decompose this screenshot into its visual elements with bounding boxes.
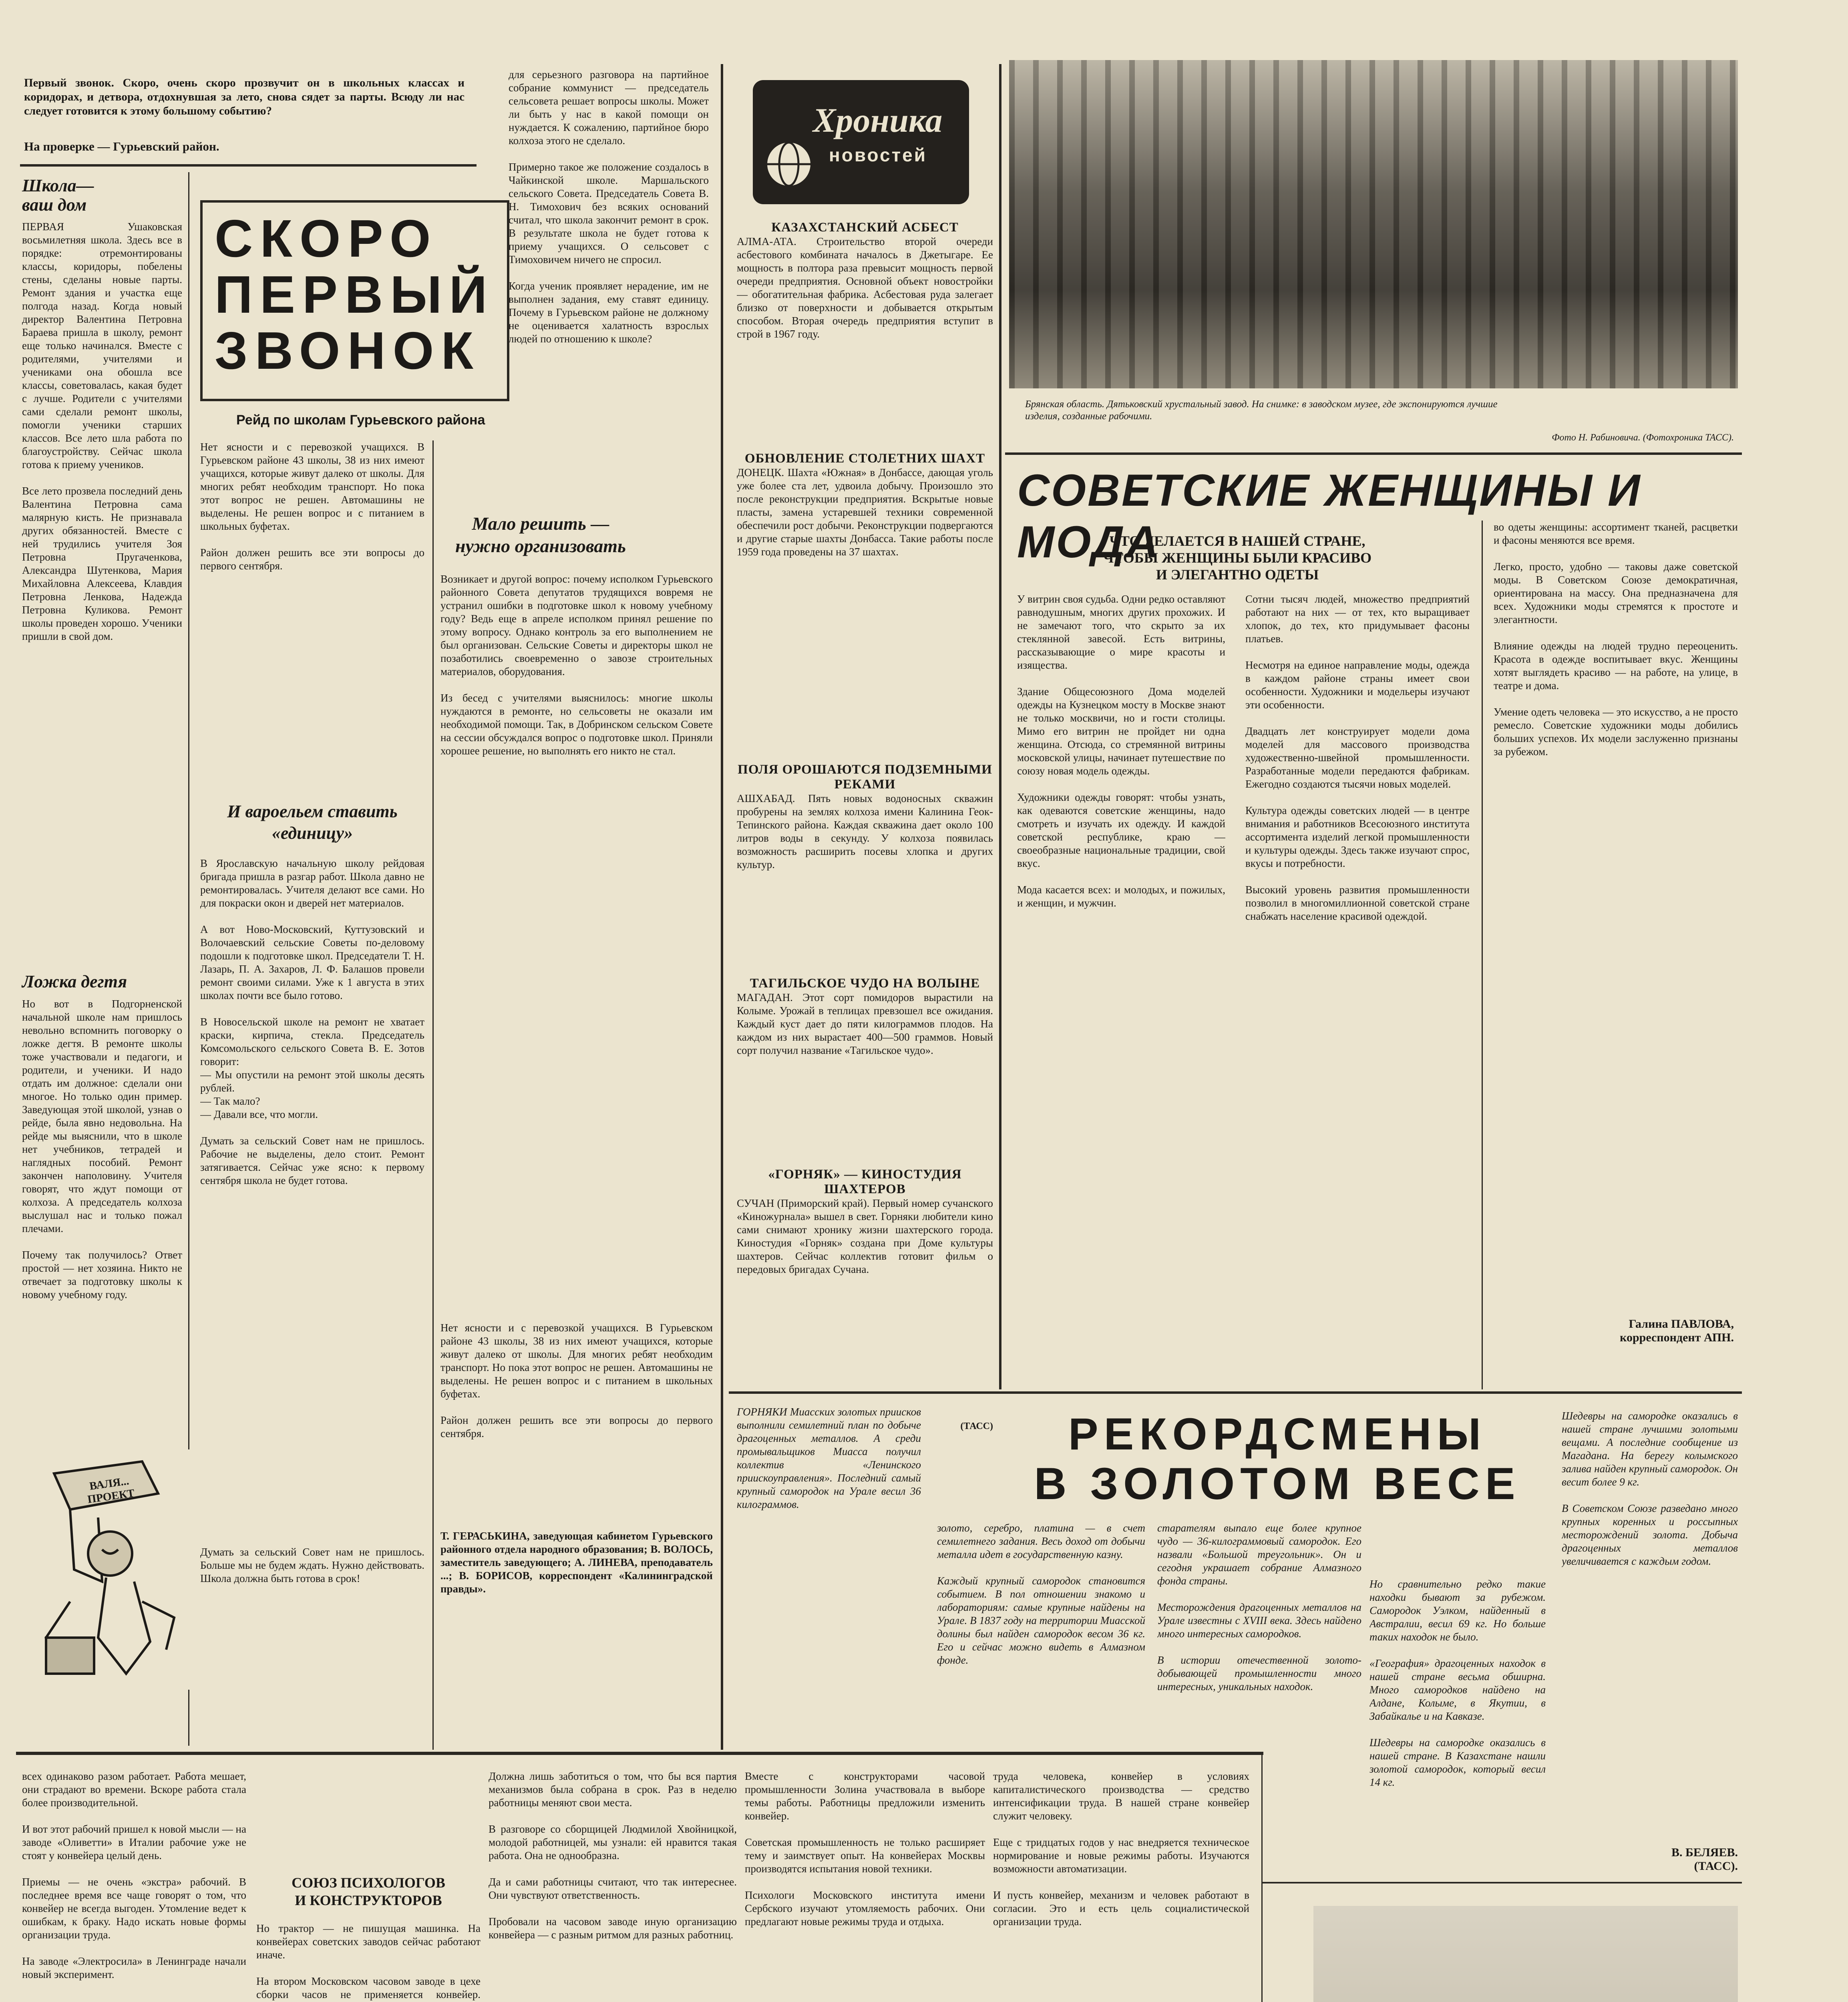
chronicle-logo — [753, 80, 969, 204]
raid-section2-text: Но вот в Подгорненской начальной школе нам пришлось невольно вспомнить поговорку о ложке дегтя. В ремонте школы тоже участвовали и педагоги, и родители, и ученики. И надо отдать им должное: сделали они многое. Но только один пример. Заведующая этой школой, узнав о рейде, была явно недовольна. На рейде мы выяснили, что в школе нет учебников, тетрадей и наглядных пособий. Ремонт закончен наполовину. Учителя говорят, что ждут помощи от колхоза. А председатель колхоза выслушал нас и только пожал плечами. Почему так получилось? Ответ простой — нет хозяина. Никто не отвечает за подготовку школы к новому учебному году. — [22, 998, 182, 1300]
bottom-col-4: Вместе с конструкторами часовой промышленности Золина участвовала в выборе темы работы. Работницы предложили изменить конвейер. Советская промышленность не только расширяет тему и заимствует опыт. На конвейерах Москвы производятся испытания новой техники. Психологи Московского института имени Сербского изучают утомляемость рабочих. Они предлагают новые режимы труда и отдыха. — [745, 1770, 985, 1928]
chronicle-item-text: МАГАДАН. Этот сорт помидоров вырастили на Колыме. Урожай в теплицах превзошел все ожидания. Каждый куст дает до пяти килограммов плодов. На каждом из них вырастает 400—500 граммов. Новый сорт получил название «Тагильское чудо». — [737, 991, 993, 1056]
fashion-col-3: во одеты женщины: ассортимент тканей, расцветки и фасоны меняются все время. Легко, просто, удобно — таковы даже советской моды. В Советском Союзе демократичная, ориентирована на массу. Она предназначена для всех. Художники моды стремятся к простоте и элегантности. Влияние одежды на людей трудно переоценить. Красота в одежде воспитывает вкус. Женщины хотят выглядеть красиво — на работе, на улице, в театре и дома. Умение одеть человека — это искусство, а не просто ремесло. Советские художники моды добились больших успехов. Их модели заслуженно признаны за рубежом. — [1494, 521, 1738, 758]
chronicle-logo-sub: новостей — [829, 145, 927, 165]
bottom-col-3: Должна лишь заботиться о том, что бы вся партия механизмов была собрана в срок. Раз в неделю работницы меняют свои места. В разговоре со сборщицей Людмилой Хвойницкой, молодой работницей, мы узнали: ей нравится такая работа. Она не однообразна. Да и сами работницы считают, что так интереснее. Они чувствуют ответственность. Пробовали на часовом заводе иную организацию конвейера — с разным ритмом для разных работниц. — [489, 1770, 737, 1941]
raid-subhead: Рейд по школам Гурьевского района — [236, 412, 485, 428]
fashion-signature: Галина ПАВЛОВА, корреспондент АПН. — [1620, 1317, 1734, 1344]
raid-headline-line-2: ПЕРВЫЙ — [215, 265, 495, 324]
gold-headline — [937, 1409, 1618, 1509]
raid-cartoon — [22, 1449, 198, 1690]
gold-col-1b: золото, серебро, платина — в счет семилетнего задания. Весь доход от добычи металла идет в государственную казну. Каждый крупный самородок становится событием. В пол отношении знакомо и лабораториям: самые крупные найдены на Урале. В 1837 году на территории Миасской долины был найден самородок весом 36 кг. Его и сейчас можно видеть в Алмазном фонде. — [937, 1522, 1145, 1666]
chronicle-item-title: ОБНОВЛЕНИЕ СТОЛЕТНИХ ШАХТ — [744, 451, 985, 466]
raid-headline-line-3: ЗВОНОК — [215, 321, 481, 380]
gold-headline-line-2: В ЗОЛОТОМ ВЕСЕ — [1034, 1459, 1521, 1509]
bottom-col-2: Но трактор — не пишущая машинка. На конвейерах советских заводов сейчас работают иначе. На втором Московском часовом заводе в цехе сборки часов не применяется конвейер. — [256, 1922, 481, 2000]
chronicle-item — [737, 220, 993, 443]
chronicle-column — [737, 68, 993, 1431]
raid-section2-title: Ложка дегтя — [22, 972, 127, 991]
raid-headline-box — [200, 200, 509, 401]
fashion-headline: СОВЕТСКИЕ ЖЕНЩИНЫ И МОДА — [1017, 465, 1642, 567]
raid-section1-text: ПЕРВАЯ Ушаковская восьмилетняя школа. Здесь все в порядке: отремонтированы классы, коридоры, побелены стены, сделаны новые парты. Ремонт здания и участка еще полгода назад. Когда новый директор Валентина Петровна Бараева пришла в школу, ремонт еще только начинался. Вместе с родителями, учителями и учениками она обошла все классы, советовалась, какая будет с лучше. Родители с учителями сами сделали ремонт школы, помогли ученики старших классов. Все лето шла работа по благоустройству. Сейчас школа готова к приему учеников. Все лето прозвела последний день Валентина Петровна сама малярную кисть. Не признавала других обязанностей. Вместе с ней трудились учителя Зоя Петровна Пругаченкова, Александра Шутенкова, Мария Михайловна Алексеева, Клавдия Петровна Ленкова, Надежда Петровна Куликова. Ремонт школы проведен хорошо. Ученики пришли в свой дом. — [22, 221, 182, 642]
chronicle-item-text: АЛМА-АТА. Строительство второй очереди асбестового комбината началось в Джетыгаре. Ее мощность в полтора раза превысит мощность первой очереди предприятия. Основной объект новостройки — обогатительная фабрика. Асбестовая руда залегает близко от поверхности и добывается открытым способом. Вторая очередь предприятия вступит в строй в 1967 году. — [737, 235, 993, 340]
raid-section1-title: Школа— ваш дом — [22, 176, 94, 215]
raid-mid2-text: В Ярославскую начальную школу рейдовая бригада пришла в разгар работ. Школа давно не ремонтировалась. Учителя делают все сами. Но для покраски окон и дверей нет материалов. А вот Ново-Московский, Куттузовский и Волочаевский сельские Советы по-деловому подошли к подготовке школ. Председатели Т. Н. Лазарь, П. А. Захаров, Л. Ф. Балашов провели ремонт своими силами. Уже к 1 августа в этих школах почти все было готово. В Новосельской школе на ремонт не хватает краски, кирпича, стекла. Председатель Комсомольского сельского Совета В. Е. Зотов говорит: — Мы опустили на ремонт этой школы десять рублей. — Так мало? — Давали все, что могли. Думать за сельский Совет нам не пришлось. Рабочие не выделены, дело стоит. Ремонт затягивается. Сейчас уже ясно: к первому сентября школа не будет готова. — [200, 857, 424, 1186]
chronicle-item-title: «ГОРНЯК» — КИНОСТУДИЯ ШАХТЕРОВ — [768, 1167, 962, 1196]
gold-col-3: Но сравнительно редко такие находки бывают за рубежом. Самородок Уэлком, найденный в Австралии, весил 69 кг. Но больше таких находок не было. «География» драгоценных находок в нашей стране весьма обширна. Много самородков найдено на Алдане, Колыме, в Якутии, в Забайкалье и на Кавказе. Шедевры на самородке оказались в нашей стране. В Казахстане нашли золотой самородок, который весил 14 кг. — [1369, 1578, 1546, 1788]
top-photo — [1009, 60, 1738, 388]
raid-col2-text: для серьезного разговора на партийное собрание коммунист — председатель сельсовета решает вопросы школы. Может ли быть у нас в какой помощи он нуждается. К сожалению, партийное бюро колхоза этого не сделало. Примерно такое же положение создалось в Чайкинской школе. Маршальского сельского Совета. Председатель Совета В. Н. Тимохович без всяких оснований считал, что школа закончит ремонт в срок. В результате школа не будет готова к приему учащихся. О сельсовет с Тимоховичем ничего не спросил. Когда ученик проявляет нерадение, им не выполнен задания, ему ставят единицу. Почему в Гурьевском районе не должному не оценивается халатность взрослых людей по отношению к школе? — [509, 68, 709, 345]
raid-headline-line-1: СКОРО — [215, 209, 438, 268]
chronicle-item-title: ПОЛЯ ОРОШАЮТСЯ ПОДЗЕМНЫМИ РЕКАМИ — [738, 762, 992, 792]
raid-mid-intro: Нет ясности и с перевозкой учащихся. В Гурьевском районе 43 школы, 38 из них имеют учащихся, которые живут далеко от школы. Для многих ребят необходим транспорт. Но пока этот вопрос не решен. Автомашины не выделены. Не решен вопрос и с питанием в школьных буфетах. Район должен решить все эти вопросы до первого сентября. — [200, 441, 424, 572]
raid-signature: Т. ГЕРАСЬКИНА, заведующая кабинетом Гурьевского районного отдела народного образования; В. ВОЛОСЬ, заместитель заведующего; А. ЛИНЕВА, преподаватель ...; В. БОРИСОВ, корреспондент «Калининградской правды». — [440, 1530, 713, 1595]
raid-mid2-title: И вароельем ставить «единицу» — [227, 802, 398, 843]
chronicle-item-title: КАЗАХСТАНСКИЙ АСБЕСТ — [771, 220, 959, 235]
dredge-illustration — [1313, 1906, 1738, 2002]
fashion-col-2: Сотни тысяч людей, множество предприятий работают на них — от тех, кто выращивает хлопок, до тех, кто придумывает фасоны платьев. Несмотря на единое направление моды, одежда в каждом районе страны имеет свои особенности. Художники и модельеры изучают эти особенности. Двадцать лет конструирует модели дома моделей для массового производства художественно-швейной промышленности. Разработанные модели передаются фабрикам. Ежегодно создаются тысячи новых моделей. Культура одежды советских людей — в центре внимания и работников Всесоюзного института ассортимента изделий легкой промышленности и культуры одежды. Здесь также изучают спрос, вкусы и потребности. Высокий уровень развития промышленности позволил в многомиллионной советской стране снабжать население красивой одеждой. — [1245, 593, 1470, 922]
bottom-photo — [1313, 1906, 1738, 2002]
gold-col-4: Шедевры на самородке оказались в нашей стране лучшими золотыми вещами. А последние сообщение из Магадана. На берегу колымского залива найден крупный самородок. Он весит более 9 кг. В Советском Союзе разведано много крупных коренных и россыпных месторождений золота. Добыча драгоценных металлов увеличивается с каждым годом. — [1562, 1410, 1738, 1567]
raid-mid-title: Мало решить — нужно организовать — [455, 513, 626, 556]
bottom-col-1: всех одинаково разом работает. Работа мешает, они страдают во времени. Вскоре работа стала более производительной. И вот этот рабочий пришел к новой мысли — на заводе «Оливетти» в Италии рабочие уже не стоят у конвейера целый день. Приемы — не очень «экстра» рабочий. В последнее время все чаще говорят о том, что конвейер не всегда выгоден. Утомление ведет к ошибкам, к браку. Надо искать новые формы организации труда. На заводе «Электросила» в Ленинграде начали новый эксперимент. — [22, 1770, 246, 1980]
bottom-col-2-title: СОЮЗ ПСИХОЛОГОВ И КОНСТРУКТОРОВ — [292, 1875, 445, 1908]
chronicle-item-text: СУЧАН (Приморский край). Первый номер сучанского «Киножурнала» вышел в свет. Горняки любители кино сами снимают хронику жизни шахтерского города. Киностудия «Горняк» создана при Доме культуры шахтеров. Сейчас коллектив готовит фильм о передовых бригадах Сучана. — [737, 1197, 993, 1275]
top-photo-credit: Фото Н. Рабиновича. (Фотохроника ТАСС). — [1552, 432, 1734, 443]
gold-intro: ГОРНЯКИ Миасских золотых приисков выполнили семилетний план по добыче драгоценных металлов. А среди промывальщиков Миасса получил коллектив «Ленинского приискоуправления». Последний самый крупный самородок на Урале весил 36 килограммов. — [737, 1406, 921, 1510]
chronicle-source: (ТАСС) — [960, 1421, 993, 1431]
bottom-col-5: труда человека, конвейер в условиях капиталистического производства — средство интенсификации труда. В нашей стране конвейер служит человеку. Еще с тридцатых годов у нас внедряется техническое нормирование и новые режимы работы. Изучаются возможности автоматизации. И пусть конвейер, механизм и человек работают в согласии. Это и есть цель социалистической организации труда. — [993, 1770, 1249, 1928]
fashion-col-1: У витрин своя судьба. Одни редко оставляют равнодушным, многих других прохожих. И не замечают того, что скрыто за их стеклянной завесой. Есть витрины, рассказывающие о мире красоты и изящества. Здание Общесоюзного Дома моделей одежды на Кузнецком мосту в Москве знают не только москвичи, но и гости столицы. Мимо его витрин не пройдет ни одна женщина. Отсюда, со стремянной витрины московской улицы, начинает путешествие по союзу новая модель одежды. Художники одежды говорят: чтобы узнать, как одеваются советские женщины, надо смотреть и изучать их одежду. И каждой советской республике, краю — своеобразные национальные традиции, свой вкус. Мода касается всех: и молодых, и пожилых, и женщин, и мужчин. — [1017, 593, 1225, 909]
raid-right-text: Нет ясности и с перевозкой учащихся. В Гурьевском районе 43 школы, 38 из них имеют учащихся, которые живут далеко от школы. Для многих ребят необходим транспорт. Но пока этот вопрос не решен. Автомашины не выделены. Не решен вопрос и с питанием в школьных буфетах. Район должен решить все эти вопросы до первого сентября. — [440, 1322, 713, 1439]
raid-cartoon-text: Думать за сельский Совет нам не пришлось. Больше мы не будем ждать. Нужно действовать. Школа должна быть готова в срок! — [200, 1546, 424, 1584]
gold-signature: В. БЕЛЯЕВ. (ТАСС). — [1671, 1846, 1738, 1873]
chronicle-item — [737, 451, 993, 754]
chronicle-item — [737, 762, 993, 968]
chronicle-item-title: ТАГИЛЬСКОЕ ЧУДО НА ВОЛЫНЕ — [750, 976, 980, 991]
top-photo-caption: Брянская область. Дятьковский хрустальный завод. На снимке: в заводском музее, где экспонируются лучшие изделия, созданные рабочими. — [1025, 399, 1498, 422]
top-notice-text: Первый звонок. Скоро, очень скоро прозвучит он в школьных классах и коридорах, и детвора, отдохнувшая за лето, снова сядет за парты. Всюду ли нас следует готовится к этому большому событию? — [24, 76, 465, 117]
chronicle-item — [737, 976, 993, 1159]
chronicle-items — [737, 220, 993, 1432]
gold-col-2: старателям выпало еще более крупное чудо — 36-килограммовый самородок. Его назвали «Большой треугольник». Он и сегодня украшает собрание Алмазного фонда страны. Месторождения драгоценных металлов на Урале известны с XVIII века. Здесь найдено много интересных самородков. В истории отечественной золото-добывающей промышленности много интересных, уникальных находок. — [1157, 1522, 1361, 1692]
cartoon-sign-text: ВАЛЯ... ПРОЕКТ — [86, 1475, 135, 1506]
globe-icon — [765, 140, 813, 188]
fashion-subhead: ЧТО ДЕЛАЕТСЯ В НАШЕЙ СТРАНЕ, ЧТОБЫ ЖЕНЩИНЫ БЫЛИ КРАСИВО И ЭЛЕГАНТНО ОДЕТЫ — [1103, 533, 1372, 583]
chronicle-item-text: АШХАБАД. Пять новых водоносных скважин пробурены на землях колхоза имени Калинина Геок-Тепинского района. Каждая скважина дает около 100 литров воды в секунду. У колхоза появилась возможность расширить посевы хлопка и других культур. — [737, 792, 993, 870]
gold-headline-line-1: РЕКОРДСМЕНЫ — [1068, 1409, 1487, 1459]
top-notice — [24, 76, 465, 156]
top-notice-caption: На проверке — Гурьевский район. — [24, 139, 219, 153]
chronicle-logo-title: Хроника — [813, 101, 943, 139]
chronicle-item-text: ДОНЕЦК. Шахта «Южная» в Донбассе, дающая уголь уже более ста лет, удвоила добычу. Произошло это после реконструкции предприятия. Вскрытые новые пласты, замена устаревшей техники современной обеспечили рост добычи. Реконструкции подвергаются и другие старые шахты Донбасса. Такие работы после 1959 года проведены на 37 шахтах. — [737, 466, 993, 558]
raid-mid-text: Возникает и другой вопрос: почему исполком Гурьевского районного Совета депутатов трудящихся вовремя не устранил ошибки в подготовке школ к новому учебному году? Ведь еще в апреле исполком принял решение по этому вопросу. Однако контроль за его выполнением не был организован. Сельские Советы и директоры школ не позаботились своевременно о завозе строительных материалов, оборудования. Из бесед с учителями выяснилось: многие школы нуждаются в ремонте, но сельсоветы не оказали им необходимой помощи. Так, в Добринском сельском Совете на сессии обсуждался вопрос о подготовке школ. Приняли хорошее решение, но выполнять его никто не стал. — [440, 573, 713, 757]
